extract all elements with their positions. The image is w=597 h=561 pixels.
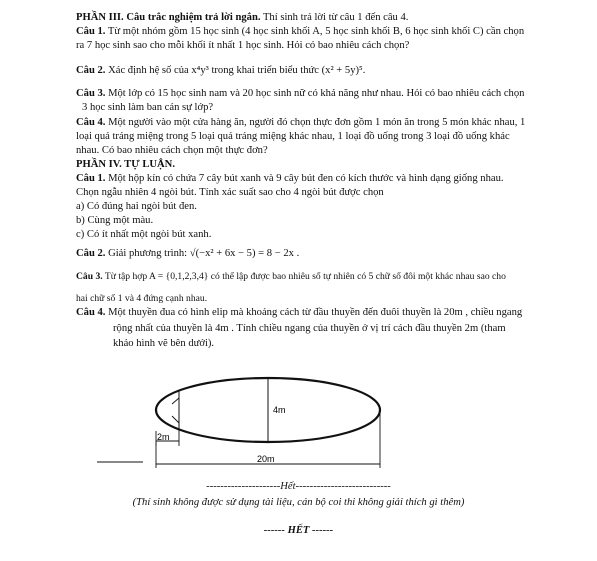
part3-q2-label: Câu 2. [76,65,106,76]
part4-q1-label: Câu 1. [76,173,106,184]
het-divider: ---------------------Hết--------------------------- [206,481,391,492]
part3-q4-line2: loại quả tráng miệng trong 5 loại quả tráng miệng khác nhau, 1 loại đồ uống trong 3 loại đồ uống khác [76,131,510,142]
part4-q3-line2: hai chữ số 1 và 4 đứng cạnh nhau. [76,293,208,304]
part4-q4-line2: rộng nhất của thuyền là 4m . Tính chiều ngang của thuyền ở vị trí cách đầu thuyền 2m (tham [113,323,506,334]
exam-note: (Thí sinh không được sử dụng tài liệu, cán bộ coi thi không giải thích gì thêm) [132,497,465,508]
part4-q1-text1: Một hộp kín có chứa 7 cây bút xanh và 9 cây bút đen có kích thước và hình dạng giống nhau. [105,173,504,184]
label-4m: 4m [273,405,286,415]
part3-intro: Thí sinh trả lời từ câu 1 đến câu 4. [260,12,409,23]
part3-q1-label: Câu 1. [76,26,106,37]
part3-q4-line3: nhau. Có bao nhiêu cách chọn một thực đơn? [76,145,268,156]
arrow-up-icon [172,398,179,404]
part3-q1-line2: ra 7 học sinh sao cho mỗi khối ít nhất 1 học sinh. Hỏi có bao nhiêu cách chọn? [76,40,410,51]
part4-q3-text1: Từ tập hợp A = {0,1,2,3,4} có thể lập được bao nhiêu số tự nhiên có 5 chữ số đôi một khác nhau sao cho [102,271,506,282]
part3-heading: PHẦN III. Câu trắc nghiệm trả lời ngắn. [76,12,261,23]
part3-q3-text1: Một lớp có 15 học sinh nam và 20 học sinh nữ có khả năng như nhau. Hỏi có bao nhiêu cách chọn [105,88,525,99]
part3-q2-text: Xác định hệ số của x⁴y³ trong khai triển biểu thức (x² + 5y)⁵. [105,65,366,76]
part4-q4-label: Câu 4. [76,307,106,318]
label-2m: 2m [157,432,170,442]
part4-q1-line2: Chọn ngẫu nhiên 4 ngòi bút. Tính xác suất sao cho 4 ngòi bút được chọn [76,187,384,198]
part4-q2-label: Câu 2. [76,248,106,259]
part4-q3-label: Câu 3. [76,271,103,282]
part4-heading: PHẦN IV. TỰ LUẬN. [76,159,175,170]
part4-q1-option-a: a) Có đúng hai ngòi bút đen. [76,201,197,212]
part3-q3-label: Câu 3. [76,88,106,99]
arrow-down-icon [172,416,179,423]
het-bottom: ------ HẾT ------ [263,525,334,536]
part3-q3-line2: 3 học sinh làm ban cán sự lớp? [82,102,214,113]
part4-q4-line3: khảo hình vẽ bên dưới). [113,338,215,349]
part3-q4-text1: Một người vào một cửa hàng ăn, người đó chọn thực đơn gồm 1 món ăn trong 5 món khác nhau, 1 [105,117,526,128]
part4-q4-text1: Một thuyền đua có hình elip mà khoảng cách từ đầu thuyền đến đuôi thuyền là 20m , chiều ngang [105,307,523,318]
label-20m: 20m [257,454,275,464]
part4-q1-option-b: b) Cùng một màu. [76,215,154,226]
part3-q1-text1: Từ một nhóm gồm 15 học sinh (4 học sinh khối A, 5 học sinh khối B, 6 học sinh khối C) cần chọn [105,26,525,37]
part4-q2-text: Giải phương trình: √(−x² + 6x − 5) = 8 − 2x . [105,248,300,259]
part4-q1-option-c: c) Có ít nhất một ngòi bút xanh. [76,229,212,240]
part3-q4-label: Câu 4. [76,117,106,128]
